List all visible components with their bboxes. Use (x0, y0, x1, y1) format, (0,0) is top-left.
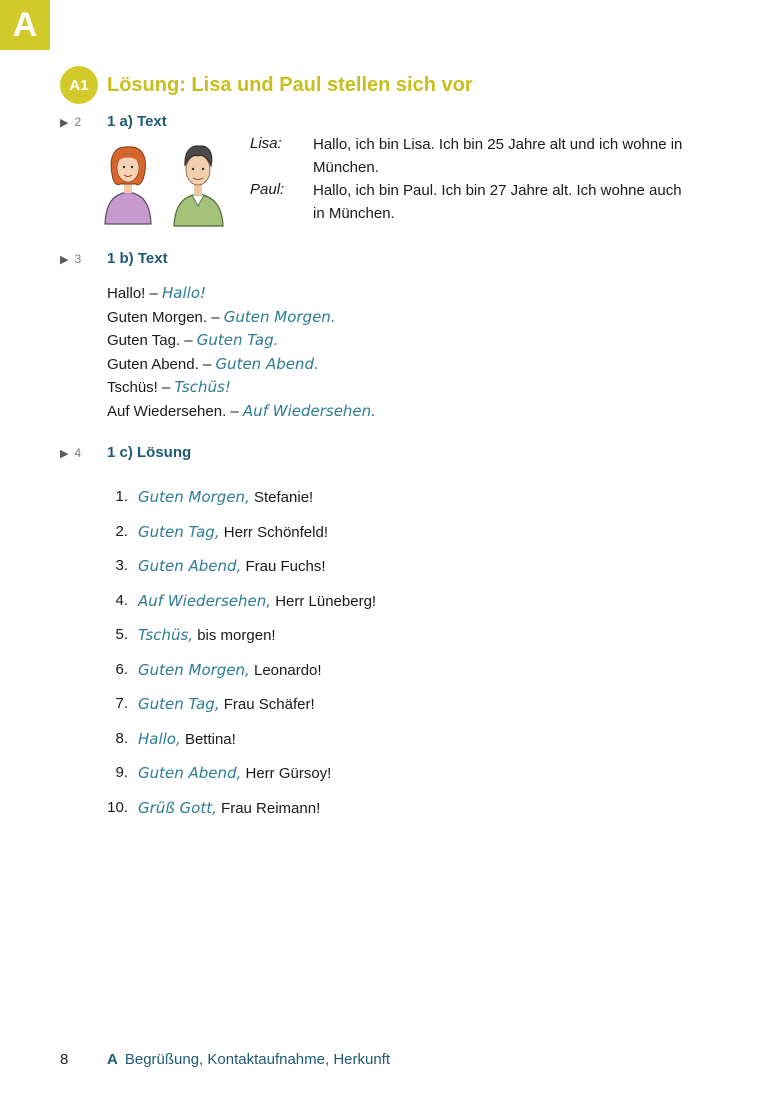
paul-line: Hallo, ich bin Paul. Ich bin 27 Jahre alt. Ich wohne auch in München. (313, 182, 682, 222)
part-c-heading: 1 c) Lösung (107, 444, 192, 461)
lisa-figure (105, 147, 151, 224)
list-item: 10. Grüß Gott, Frau Reimann! (107, 798, 321, 817)
speaker-lisa: Lisa: (250, 135, 282, 152)
list-item: 3. Guten Abend, Frau Fuchs! (115, 557, 326, 575)
page-number: 8 (60, 1051, 69, 1068)
play-icon: ▶ (60, 447, 69, 460)
page-footer (60, 1051, 390, 1068)
greeting-line: Guten Tag. – Guten Tag. (107, 331, 279, 350)
audio-track-4[interactable]: ▶ 4 (60, 446, 82, 460)
list-item: 9. Guten Abend, Herr Gürsoy! (115, 764, 332, 782)
audio-track-3[interactable]: ▶ 3 (60, 252, 82, 266)
list-item: 2. Guten Tag, Herr Schönfeld! (115, 522, 328, 541)
section-title: Lösung: Lisa und Paul stellen sich vor (107, 73, 473, 96)
play-icon: ▶ (60, 116, 69, 129)
greeting-line: Tschüs! – Tschüs! (107, 378, 231, 397)
chapter-corner-tab: A (0, 0, 50, 50)
chapter-letter: A (107, 1051, 118, 1068)
section-badge: A1 (60, 66, 98, 104)
list-item: 1. Guten Morgen, Stefanie! (115, 488, 314, 506)
chapter-title: Begrüßung, Kontaktaufnahme, Herkunft (124, 1051, 391, 1068)
lisa-paul-illustration (100, 140, 235, 228)
list-item: 8. Hallo, Bettina! (115, 729, 236, 748)
play-icon: ▶ (60, 253, 69, 266)
greeting-line: Auf Wiedersehen. – Auf Wiedersehen. (107, 401, 376, 420)
list-item: 7. Guten Tag, Frau Schäfer! (115, 695, 315, 713)
list-item: 5. Tschüs, bis morgen! (115, 626, 276, 644)
greeting-line: Guten Abend. – Guten Abend. (107, 354, 319, 373)
paul-figure (174, 146, 223, 226)
greeting-line: Guten Morgen. – Guten Morgen. (107, 307, 336, 326)
greeting-line: Hallo! – Hallo! (107, 284, 207, 302)
solution-list (100, 488, 376, 833)
lisa-line: Hallo, ich bin Lisa. Ich bin 25 Jahre alt und ich wohne in München. (313, 136, 683, 176)
list-item: 4. Auf Wiedersehen, Herr Lüneberg! (115, 591, 377, 610)
section-title-row (60, 66, 473, 104)
part-a-heading: 1 a) Text (107, 113, 167, 130)
audio-track-2[interactable]: ▶ 2 (60, 115, 82, 129)
speaker-paul: Paul: (250, 181, 285, 198)
greeting-list (107, 282, 376, 424)
part-b-heading: 1 b) Text (107, 250, 168, 267)
list-item: 6. Guten Morgen, Leonardo! (115, 660, 322, 679)
